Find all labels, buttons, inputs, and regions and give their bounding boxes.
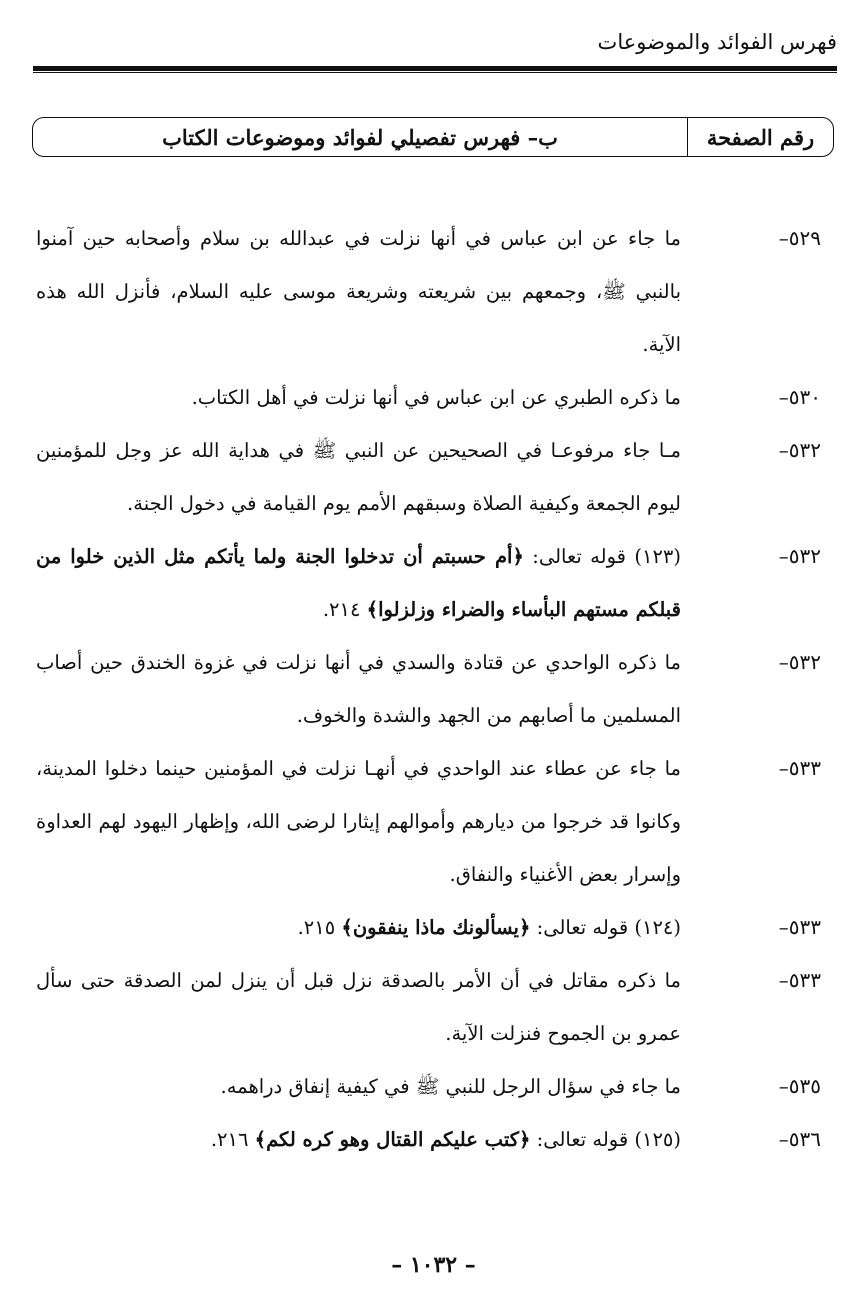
verse-number: ٢١٤. (322, 598, 367, 621)
index-entry (36, 212, 826, 371)
index-entry (36, 371, 826, 424)
index-entries (36, 212, 826, 1166)
index-entry (36, 530, 826, 636)
entry-text-lead: (١٢٣) قوله تعالى: (523, 545, 681, 568)
entry-text-lead: (١٢٤) قوله تعالى: (530, 916, 681, 939)
entry-page-number: ٥٣٣– (778, 756, 821, 780)
page-number: – ١٠٣٢ – (391, 1252, 476, 1278)
index-entry (36, 742, 826, 901)
entry-text: ما جاء عن ابن عباس في أنها نزلت في عبدالله بن سلام وأصحابه حين آمنوا بالنبي ﷺ، وجمعهم بين شريعته وشريعة موسى عليه السلام، فأنزل الله هذه الآية. (36, 227, 681, 356)
entry-text (36, 901, 681, 954)
entry-page-number: ٥٣٠– (778, 385, 821, 409)
entry-text-lead: (١٢٥) قوله تعالى: (530, 1128, 681, 1151)
entry-page-number: ٥٣٢– (778, 544, 821, 568)
index-entry (36, 424, 826, 530)
entry-page-number: ٥٢٩– (778, 226, 821, 250)
index-entry (36, 636, 826, 742)
page-column-heading: رقم الصفحة (687, 118, 833, 156)
quran-verse: ﴿أم حسبتم أن تدخلوا الجنة ولما يأتكم مثل الذين خلوا من قبلكم مستهم البأساء والضراء وزلزلوا﴾ (36, 545, 681, 621)
index-entry (36, 901, 826, 954)
entry-page-number: ٥٣٣– (778, 968, 821, 992)
entry-page-number: ٥٣٣– (778, 915, 821, 939)
entry-text: ما جاء عن عطاء عند الواحدي في أنهـا نزلت في المؤمنين حينما دخلوا المدينة، وكانوا قد خرجوا من ديارهم وأموالهم إيثارا لرضى الله، وإظهار اليهود لهم العداوة وإسرار بعض الأغنياء والنفاق. (36, 757, 681, 886)
verse-number: ٢١٥. (297, 916, 342, 939)
entry-page-number: ٥٣٦– (778, 1127, 821, 1151)
running-head: فهرس الفوائد والموضوعات (597, 30, 837, 54)
entry-page-number: ٥٣٢– (778, 438, 821, 462)
entry-text: ما جاء في سؤال الرجل للنبي ﷺ في كيفية إنفاق دراهمه. (220, 1075, 681, 1098)
entry-text: ما ذكره الواحدي عن قتادة والسدي في أنها نزلت في غزوة الخندق حين أصاب المسلمين ما أصابهم من الجهد والشدة والخوف. (36, 651, 681, 727)
entry-text: مـا جاء مرفوعـا في الصحيحين عن النبي ﷺ في هداية الله عز وجل للمؤمنين ليوم الجمعة وكيفية الصلاة وسبقهم الأمم يوم القيامة في دخول الجنة. (36, 439, 681, 515)
index-entry (36, 954, 826, 1060)
entry-text (36, 1113, 681, 1166)
header-rule (33, 66, 837, 73)
entry-text: ما ذكره الطبري عن ابن عباس في أنها نزلت في أهل الكتاب. (191, 386, 681, 409)
quran-verse: ﴿يسألونك ماذا ينفقون﴾ (341, 916, 531, 939)
index-title: ب– فهرس تفصيلي لفوائد وموضوعات الكتاب (162, 124, 558, 150)
index-entry (36, 1113, 826, 1166)
entry-text: ما ذكره مقاتل في أن الأمر بالصدقة نزل قبل أن ينزل لمن الصدقة حتى سأل عمرو بن الجموح فنزلت الآية. (36, 969, 681, 1045)
index-header-box (32, 117, 834, 157)
entry-text (36, 530, 681, 636)
entry-page-number: ٥٣٥– (778, 1074, 821, 1098)
entry-page-number: ٥٣٢– (778, 650, 821, 674)
quran-verse: ﴿كتب عليكم القتال وهو كره لكم﴾ (254, 1128, 531, 1151)
index-entry (36, 1060, 826, 1113)
verse-number: ٢١٦. (210, 1128, 255, 1151)
